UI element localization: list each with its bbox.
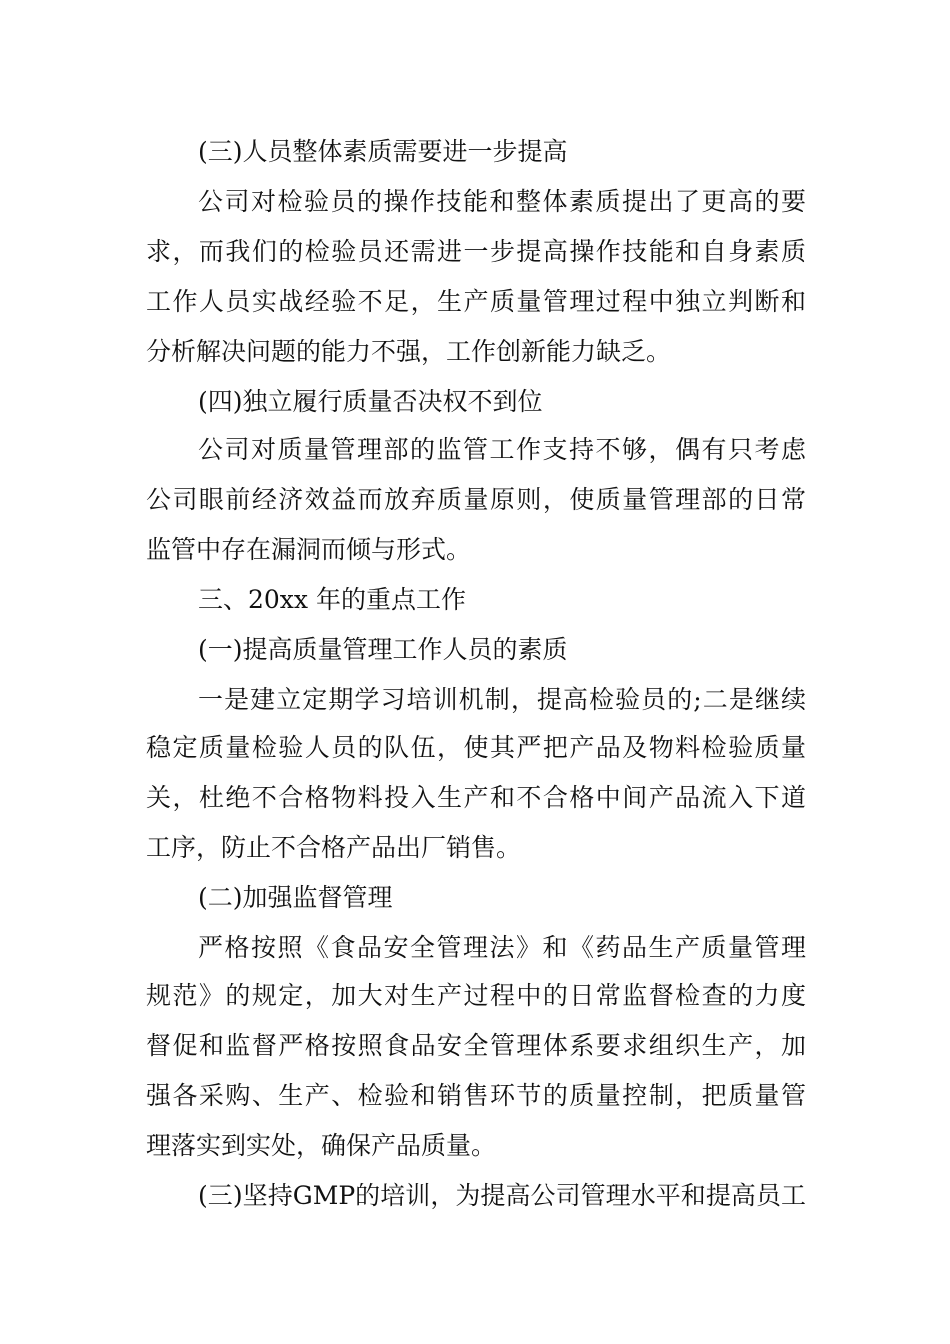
paragraph-line: 严格按照《食品安全管理法》和《药品生产质量管理 [198, 933, 806, 962]
paragraph-line: 工序，防止不合格产品出厂销售。 [146, 833, 522, 862]
paragraph-line: 公司对检验员的操作技能和整体素质提出了更高的要 [198, 187, 806, 216]
paragraph-line: 理落实到实处，确保产品质量。 [146, 1131, 497, 1160]
section-heading-1: (一)提高质量管理工作人员的素质 [198, 635, 568, 664]
paragraph-line: 求，而我们的检验员还需进一步提高操作技能和自身素质 [146, 237, 806, 266]
paragraph-line: 强各采购、生产、检验和销售环节的质量控制，把质量管 [146, 1081, 806, 1110]
paragraph-line: 关，杜绝不合格物料投入生产和不合格中间产品流入下道 [146, 783, 806, 812]
paragraph-line: 一是建立定期学习培训机制，提高检验员的;二是继续 [198, 685, 806, 714]
paragraph-line: 公司眼前经济效益而放弃质量原则，使质量管理部的日常 [146, 485, 806, 514]
paragraph-line: 工作人员实战经验不足，生产质量管理过程中独立判断和 [146, 287, 806, 316]
section-heading-4: (四)独立履行质量否决权不到位 [198, 387, 543, 416]
section-heading-2: (二)加强监督管理 [198, 883, 393, 912]
section-heading-3-1: (三)人员整体素质需要进一步提高 [198, 137, 568, 166]
paragraph-line: 督促和监督严格按照食品安全管理体系要求组织生产，加 [146, 1031, 806, 1060]
section-heading-3-2: (三)坚持GMP的培训，为提高公司管理水平和提高员工 [198, 1181, 806, 1210]
paragraph-line: 分析解决问题的能力不强，工作创新能力缺乏。 [146, 337, 672, 366]
paragraph-line: 公司对质量管理部的监管工作支持不够，偶有只考虑 [198, 435, 806, 464]
chapter-heading: 三、20xx 年的重点工作 [198, 585, 466, 614]
paragraph-line: 规范》的规定，加大对生产过程中的日常监督检查的力度 [146, 981, 806, 1010]
paragraph-line: 稳定质量检验人员的队伍，使其严把产品及物料检验质量 [146, 733, 806, 762]
paragraph-line: 监管中存在漏洞而倾与形式。 [146, 535, 472, 564]
